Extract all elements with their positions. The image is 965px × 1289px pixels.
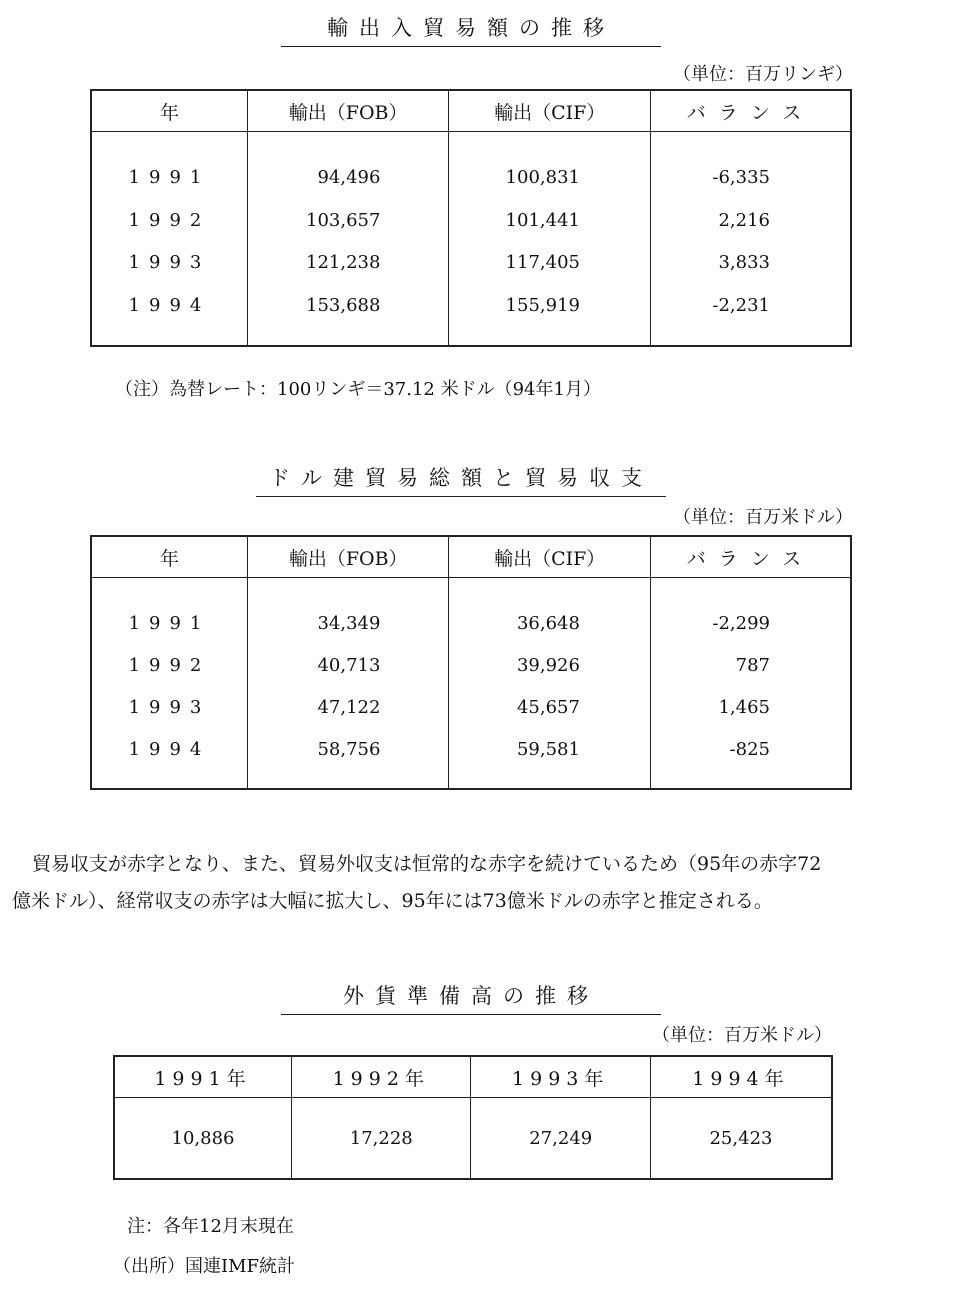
- table-row: [114, 1098, 832, 1180]
- balance-cell: -2,231: [650, 284, 851, 346]
- year-cell: 1992: [128, 654, 211, 676]
- cif-cell: 39,926: [449, 644, 651, 686]
- reserve-value: 25,423: [650, 1098, 832, 1180]
- table-header-row: [114, 1056, 832, 1098]
- section3-title: 外貨準備高の推移: [281, 980, 661, 1015]
- table-header-row: [91, 536, 851, 578]
- header-export-fob: 輸出（FOB）: [247, 90, 449, 132]
- trade-ringgit-table: [90, 89, 852, 347]
- table-header-row: [91, 90, 851, 132]
- fob-cell: 40,713: [247, 644, 448, 686]
- cif-cell: 117,405: [449, 242, 651, 285]
- section3-unit: （単位：百万米ドル）: [652, 1025, 832, 1046]
- reserves-note: 注：各年12月末現在: [127, 1216, 294, 1237]
- header-1994: 1994年: [650, 1056, 832, 1098]
- fob-cell: 103,657: [247, 199, 449, 242]
- year-cell: 1994: [128, 295, 211, 317]
- balance-cell: -2,299: [650, 578, 851, 645]
- cif-cell: 100,831: [449, 132, 651, 199]
- header-balance: バランス: [650, 90, 851, 132]
- paragraph-line: 億米ドル）、経常収支の赤字は大幅に拡大し、95年には73億米ドルの赤字と推定される。: [12, 890, 773, 912]
- fob-cell: 34,349: [247, 578, 448, 645]
- reserves-table: [113, 1055, 833, 1180]
- balance-cell: 2,216: [650, 199, 851, 242]
- fob-cell: 58,756: [247, 728, 448, 789]
- header-year: 年: [91, 90, 247, 132]
- balance-cell: 3,833: [650, 242, 851, 285]
- section2-title: ドル建貿易総額と貿易収支: [256, 462, 666, 497]
- fob-cell: 94,496: [247, 132, 449, 199]
- fob-cell: 47,122: [247, 686, 448, 728]
- balance-cell: 1,465: [650, 686, 851, 728]
- table-row: [91, 284, 851, 346]
- header-export-cif: 輸出（CIF）: [449, 90, 651, 132]
- year-cell: 1992: [128, 209, 211, 231]
- header-export-fob: 輸出（FOB）: [247, 536, 448, 578]
- cif-cell: 59,581: [449, 728, 651, 789]
- reserve-value: 27,249: [471, 1098, 650, 1180]
- table-row: [91, 132, 851, 199]
- balance-cell: 787: [650, 644, 851, 686]
- header-export-cif: 輸出（CIF）: [449, 536, 651, 578]
- source-note: （出所）国連IMF統計: [113, 1256, 296, 1277]
- year-cell: 1991: [128, 612, 211, 634]
- header-1993: 1993年: [471, 1056, 650, 1098]
- fob-cell: 121,238: [247, 242, 449, 285]
- table-row: [91, 686, 851, 728]
- summary-paragraph: [12, 846, 821, 920]
- section1-title: 輸出入貿易額の推移: [281, 12, 661, 47]
- table-row: [91, 644, 851, 686]
- reserve-value: 10,886: [171, 1127, 235, 1149]
- year-cell: 1993: [128, 252, 211, 274]
- table-row: [91, 728, 851, 789]
- table-row: [91, 199, 851, 242]
- cif-cell: 101,441: [449, 199, 651, 242]
- section2-unit: （単位：百万米ドル）: [673, 507, 853, 528]
- table-row: [91, 578, 851, 645]
- trade-usd-table: [90, 535, 852, 790]
- paragraph-line: 貿易収支が赤字となり、また、貿易外収支は恒常的な赤字を続けているため（95年の赤字72: [32, 853, 822, 875]
- cif-cell: 36,648: [449, 578, 651, 645]
- reserve-value: 17,228: [292, 1098, 471, 1180]
- balance-cell: -6,335: [650, 132, 851, 199]
- table-row: [91, 242, 851, 285]
- balance-cell: -825: [650, 728, 851, 789]
- fob-cell: 153,688: [247, 284, 449, 346]
- header-balance: バランス: [650, 536, 851, 578]
- year-cell: 1993: [128, 696, 211, 718]
- section1-unit: （単位：百万リンギ）: [673, 64, 853, 85]
- header-1992: 1992年: [292, 1056, 471, 1098]
- exchange-rate-note: （注）為替レート：100リンギ＝37.12 米ドル（94年1月）: [115, 379, 601, 400]
- header-year: 年: [91, 536, 247, 578]
- header-1991: 1991年: [114, 1056, 292, 1098]
- cif-cell: 45,657: [449, 686, 651, 728]
- year-cell: 1994: [128, 738, 211, 760]
- year-cell: 1991: [128, 166, 211, 188]
- cif-cell: 155,919: [449, 284, 651, 346]
